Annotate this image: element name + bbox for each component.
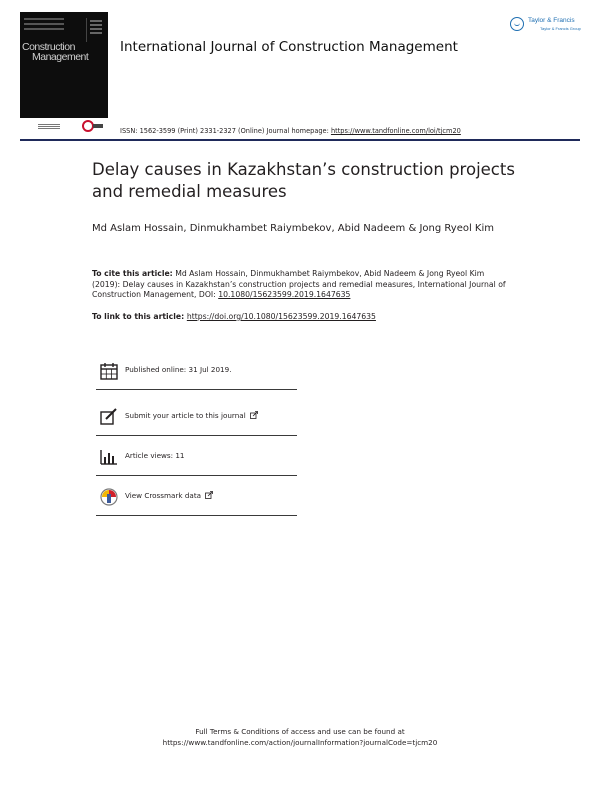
divider: [96, 389, 297, 391]
article-views-row: [96, 438, 297, 476]
crossmark-text: View Crossmark data: [125, 491, 202, 500]
cite-text: Md Aslam Hossain, Dinmukhambet Raiymbekov, Abid Nadeem & Jong Ryeol Kim (2019): Delay causes in Kazakhstan’s construction projects and remedial measures, International Journal of Construction Management, DOI:: [92, 269, 506, 299]
footer-terms-text: Full Terms & Conditions of access and use can be found at: [195, 727, 405, 736]
footer: [0, 726, 600, 748]
issn-text: ISSN: 1562-3599 (Print) 2331-2327 (Online) Journal homepage:: [120, 127, 331, 135]
submit-article-link[interactable]: [125, 411, 258, 420]
crossmark-link[interactable]: [125, 491, 213, 500]
footer-terms-link[interactable]: https://www.tandfonline.com/action/journalInformation?journalCode=tjcm20: [162, 738, 438, 747]
citation-block: [92, 269, 512, 301]
article-doi-url[interactable]: https://doi.org/10.1080/15623599.2019.1647635: [186, 312, 376, 321]
edit-icon: [100, 408, 118, 426]
taylor-francis-icon: [510, 17, 524, 31]
bar-chart-icon: [100, 448, 118, 466]
published-online-text: Published online: 31 Jul 2019.: [125, 365, 232, 374]
article-authors: Md Aslam Hossain, Dinmukhambet Raiymbekov, Abid Nadeem & Jong Ryeol Kim: [92, 223, 495, 234]
doi-link[interactable]: 10.1080/15623599.2019.1647635: [218, 290, 351, 299]
external-link-icon: [205, 491, 213, 499]
cover-title-line2: Management: [32, 51, 89, 63]
divider: [96, 435, 297, 437]
submit-article-row[interactable]: [96, 398, 297, 436]
calendar-icon: [100, 362, 118, 380]
article-link-line: [92, 312, 376, 321]
publisher-small-logo: [38, 124, 60, 129]
journal-title[interactable]: International Journal of Construction Management: [120, 39, 458, 55]
article-title: Delay causes in Kazakhstan’s construction projects and remedial measures: [92, 160, 515, 201]
institute-logo-icon: [82, 120, 104, 132]
cover-issue-box: [86, 18, 105, 42]
issn-line: [120, 127, 461, 135]
header-rule: [20, 139, 580, 141]
publisher-subtitle: Taylor & Francis Group: [540, 26, 581, 31]
article-views-text: Article views: 11: [125, 451, 185, 460]
journal-cover: [20, 12, 108, 118]
cover-title: [22, 42, 108, 62]
cover-title-line1: Construction: [22, 41, 75, 53]
publisher-name: Taylor & Francis: [528, 17, 575, 24]
journal-homepage-link[interactable]: https://www.tandfonline.com/loi/tjcm20: [330, 127, 461, 135]
divider: [96, 475, 297, 477]
cite-label: To cite this article:: [92, 269, 173, 278]
cover-decoration: [24, 18, 64, 32]
divider: [96, 515, 297, 517]
external-link-icon: [250, 411, 258, 419]
published-online-row: [96, 352, 297, 390]
crossmark-row[interactable]: [96, 478, 297, 516]
taylor-francis-logo[interactable]: [510, 16, 585, 36]
crossmark-icon: [100, 488, 118, 506]
link-label: To link to this article:: [92, 312, 187, 321]
submit-article-text: Submit your article to this journal: [125, 411, 246, 420]
